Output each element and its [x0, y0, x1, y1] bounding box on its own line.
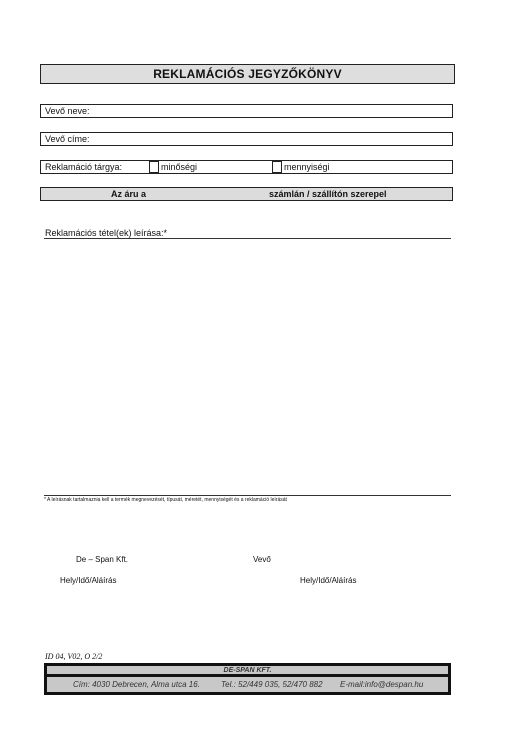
seller-name: De – Span Kft.	[76, 555, 129, 564]
complaint-subject-field	[40, 160, 453, 174]
description-area[interactable]	[44, 239, 451, 495]
quantity-option[interactable]	[272, 161, 330, 173]
quantity-option-label: mennyiségi	[284, 162, 330, 172]
description-bottom-line	[44, 495, 451, 496]
goods-status-row	[40, 187, 453, 201]
buyer-name-field[interactable]	[40, 104, 453, 118]
quality-checkbox[interactable]	[149, 161, 159, 173]
document-title: REKLAMÁCIÓS JEGYZŐKÖNYV	[40, 64, 455, 84]
footer-phone: Tel.: 52/449 035, 52/470 882	[221, 680, 323, 689]
footer-contact-bar	[47, 677, 448, 692]
quality-option-label: minőségi	[161, 162, 198, 172]
seller-signature-label: Hely/Idő/Aláírás	[60, 576, 117, 585]
document-id: ID 04, V02, O 2/2	[45, 652, 103, 661]
buyer-party: Vevő	[253, 555, 271, 564]
footer-company-name: DE-SPAN KFT.	[47, 666, 448, 674]
goods-row-left-text: Az áru a	[111, 189, 147, 199]
buyer-name-label: Vevő neve:	[45, 106, 90, 116]
footnote: * A leírásnak tartalmaznia kell a termék megnevezését, típusát, méretét, mennyiségét és a reklamáció leírását	[44, 497, 287, 503]
description-label: Reklamációs tétel(ek) leírása:*	[45, 228, 168, 238]
goods-row-right-text: számlán / szállítón szerepel	[269, 189, 387, 199]
complaint-subject-label: Reklamáció tárgya:	[45, 162, 123, 172]
quantity-checkbox[interactable]	[272, 161, 282, 173]
quality-option[interactable]	[149, 161, 197, 173]
company-footer	[44, 663, 451, 695]
footer-email[interactable]: E-mail:info@despan.hu	[340, 680, 424, 689]
footer-address: Cím: 4030 Debrecen, Alma utca 16.	[73, 680, 200, 689]
buyer-address-label: Vevő címe:	[45, 134, 90, 144]
buyer-signature-label: Hely/Idő/Aláírás	[300, 576, 357, 585]
buyer-address-field[interactable]	[40, 132, 453, 146]
